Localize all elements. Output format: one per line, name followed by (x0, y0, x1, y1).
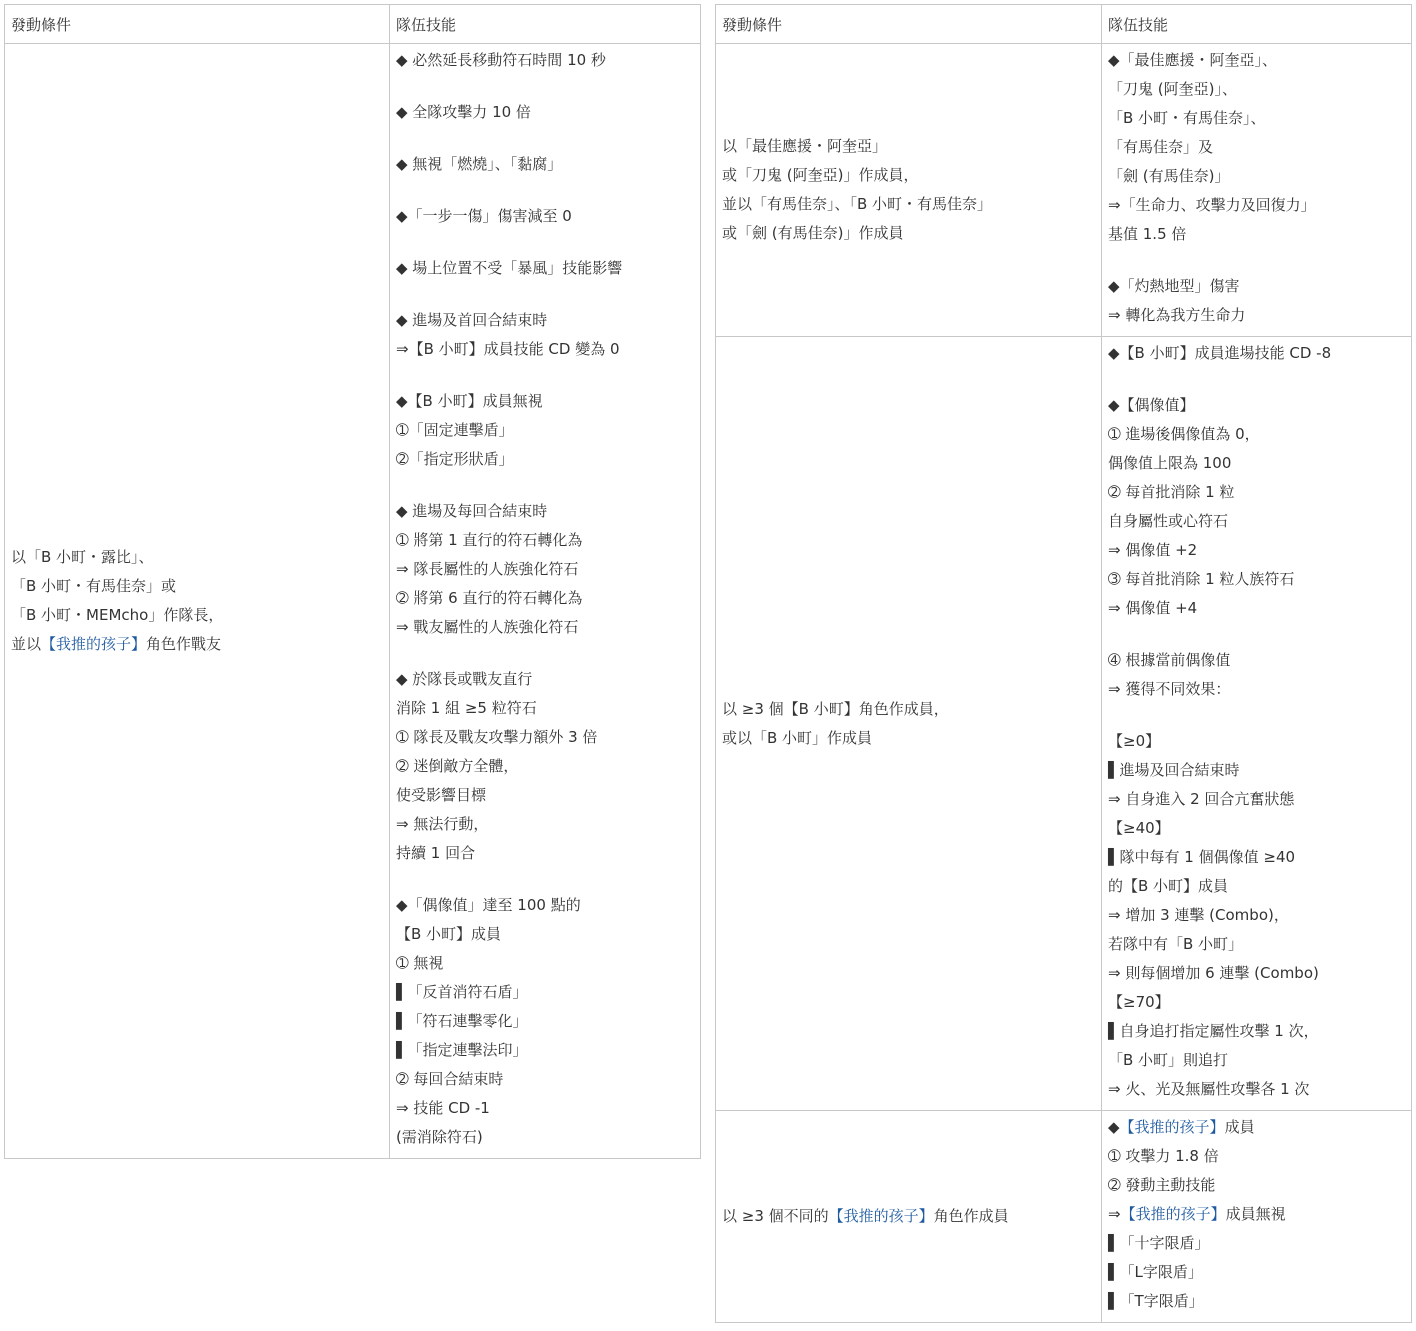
text-segment: 「劍 (有馬佳奈)」 (1108, 167, 1230, 185)
condition-cell (716, 1111, 1102, 1323)
skill-block (396, 46, 694, 75)
text-line (1108, 1142, 1405, 1171)
text-line (722, 190, 1095, 219)
skill-block (396, 150, 694, 179)
text-line (1108, 756, 1405, 785)
text-segment: 角色作成員 (933, 1207, 1009, 1225)
text-segment: 自身屬性或心符石 (1108, 512, 1229, 530)
team-skill-cell (1102, 44, 1412, 337)
text-line (1108, 1258, 1405, 1287)
text-line (1108, 1046, 1405, 1075)
skill-block (396, 387, 694, 474)
text-line (1108, 1287, 1405, 1316)
text-line (722, 219, 1095, 248)
text-line (396, 555, 694, 584)
category-link[interactable]: 【我推的孩子】 (828, 1207, 934, 1225)
text-segment: ⇒ 偶像值 +4 (1108, 599, 1198, 617)
text-segment: ◆ (1108, 1118, 1120, 1136)
text-line (1108, 901, 1405, 930)
text-segment: ➀ 進場後偶像值為 0， (1108, 425, 1260, 443)
text-line (1108, 162, 1405, 191)
text-line (1108, 391, 1405, 420)
text-line (1108, 301, 1405, 330)
text-line (1108, 1171, 1405, 1200)
text-segment: 「刀鬼 (阿奎亞)」、 (1108, 80, 1237, 98)
text-segment: ▌「T字限盾」 (1108, 1292, 1204, 1310)
text-segment: (需消除符石) (396, 1128, 483, 1146)
text-line (1108, 565, 1405, 594)
text-segment: ⇒ 火、光及無屬性攻擊各 1 次 (1108, 1080, 1310, 1098)
text-segment: ⇒ 自身進入 2 回合亢奮狀態 (1108, 790, 1295, 808)
text-segment: 「B 小町・MEMcho」作隊長， (11, 606, 224, 624)
text-line (1108, 727, 1405, 756)
paragraph-gap (396, 231, 694, 254)
paragraph-gap (396, 364, 694, 387)
text-segment: ▌進場及回合結束時 (1108, 761, 1240, 779)
text-segment: ➁「指定形狀盾」 (396, 450, 514, 468)
text-segment: ▌「L字限盾」 (1108, 1263, 1203, 1281)
text-line (1108, 646, 1405, 675)
condition-cell (716, 44, 1102, 337)
condition-cell (5, 44, 390, 1159)
text-line (1108, 46, 1405, 75)
text-segment: 「B 小町」則追打 (1108, 1051, 1229, 1069)
text-segment: 持續 1 回合 (396, 844, 476, 862)
text-segment: 【B 小町】成員 (396, 925, 502, 943)
skill-block (396, 254, 694, 283)
text-line (1108, 872, 1405, 901)
table-row (716, 337, 1412, 1111)
text-segment: 角色作戰友 (146, 635, 222, 653)
text-line (722, 724, 1095, 753)
skill-block (1108, 391, 1405, 623)
text-line (1108, 75, 1405, 104)
text-segment: ⇒ 轉化為我方生命力 (1108, 306, 1246, 324)
text-segment: 消除 1 組 ≥5 粒符石 (396, 699, 537, 717)
text-segment: ◆ 場上位置不受「暴風」技能影響 (396, 259, 623, 277)
text-line (396, 1065, 694, 1094)
text-segment: ◆【B 小町】成員無視 (396, 392, 543, 410)
text-line (396, 306, 694, 335)
text-line (1108, 272, 1405, 301)
text-segment: 並以「有馬佳奈」、「B 小町・有馬佳奈」 (722, 195, 993, 213)
text-line (722, 161, 1095, 190)
text-segment: ➀「固定連擊盾」 (396, 421, 514, 439)
text-segment: ⇒ 無法行動， (396, 815, 489, 833)
text-line (722, 695, 1095, 724)
text-line (396, 1123, 694, 1152)
text-line (11, 601, 383, 630)
text-segment: 使受影響目標 (396, 786, 487, 804)
text-segment: 以 ≥3 個【B 小町】角色作成員， (722, 699, 949, 718)
category-link[interactable]: 【我推的孩子】 (1120, 1205, 1226, 1223)
text-line (396, 694, 694, 723)
header-team-skill: 隊伍技能 (390, 5, 701, 44)
text-line (1108, 191, 1405, 220)
skill-block (1108, 727, 1405, 1104)
table-edge-line (700, 1152, 701, 1158)
text-segment: ▌「反首消符石盾」 (396, 983, 528, 1001)
text-line (396, 98, 694, 127)
text-segment: ▌「指定連擊法印」 (396, 1041, 528, 1059)
text-segment: ➀ 無視 (396, 954, 444, 972)
text-line (396, 1094, 694, 1123)
text-line (396, 723, 694, 752)
text-segment: ◆「一步一傷」傷害減至 0 (396, 207, 572, 225)
header-condition: 發動條件 (716, 5, 1102, 44)
text-segment: 「有馬佳奈」及 (1108, 138, 1214, 156)
text-segment: ◆ 進場及首回合結束時 (396, 311, 548, 329)
paragraph-gap (1108, 368, 1405, 391)
text-line (1108, 536, 1405, 565)
text-segment: ➁ 每回合結束時 (396, 1070, 504, 1088)
text-line (1108, 988, 1405, 1017)
text-segment: ⇒ 戰友屬性的人族強化符石 (396, 618, 579, 636)
text-segment: ▌自身追打指定屬性攻擊 1 次， (1108, 1022, 1319, 1040)
text-segment: 【≥0】 (1108, 732, 1161, 750)
text-line (1108, 1017, 1405, 1046)
text-segment: ◆「灼熱地型」傷害 (1108, 277, 1240, 295)
text-line (396, 1007, 694, 1036)
skill-block (396, 665, 694, 868)
text-segment: 【≥70】 (1108, 993, 1170, 1011)
text-line (396, 445, 694, 474)
text-segment: 或「刀鬼 (阿奎亞)」作成員， (722, 166, 919, 184)
text-line (1108, 843, 1405, 872)
skill-block (1108, 1113, 1405, 1316)
text-segment: 或「劍 (有馬佳奈)」作成員 (722, 224, 904, 242)
text-line (396, 949, 694, 978)
text-line (396, 613, 694, 642)
text-line (1108, 1200, 1405, 1229)
skill-block (396, 98, 694, 127)
text-line (396, 387, 694, 416)
text-segment: ⇒【B 小町】成員技能 CD 變為 0 (396, 340, 620, 358)
paragraph-gap (1108, 623, 1405, 646)
text-line (1108, 785, 1405, 814)
text-segment: ◆ 於隊長或戰友直行 (396, 670, 533, 688)
paragraph-gap (396, 127, 694, 150)
text-line (396, 810, 694, 839)
text-segment: 偶像值上限為 100 (1108, 454, 1232, 472)
text-segment: ➀ 隊長及戰友攻擊力額外 3 倍 (396, 728, 598, 746)
paragraph-gap (396, 179, 694, 202)
text-segment: ▌「符石連擊零化」 (396, 1012, 528, 1030)
table-header-row (716, 5, 1412, 44)
text-segment: ▌「十字限盾」 (1108, 1234, 1210, 1252)
text-segment: ◆ 無視「燃燒」、「黏腐」 (396, 155, 563, 173)
text-segment: ⇒ 則每個增加 6 連擊 (Combo) (1108, 964, 1319, 982)
text-segment: ⇒ 增加 3 連擊 (Combo)， (1108, 906, 1289, 924)
text-line (396, 335, 694, 364)
text-segment: 成員 (1224, 1118, 1255, 1136)
team-skill-cell (390, 44, 701, 1159)
table-header-row (5, 5, 701, 44)
paragraph-gap (396, 283, 694, 306)
text-line (396, 584, 694, 613)
text-line (396, 920, 694, 949)
table-edge-line (4, 1152, 5, 1158)
text-line (1108, 220, 1405, 249)
text-segment: ◆【偶像值】 (1108, 396, 1195, 414)
text-line (1108, 104, 1405, 133)
text-segment: ➀ 將第 1 直行的符石轉化為 (396, 531, 583, 549)
text-segment: ▌隊中每有 1 個偶像值 ≥40 (1108, 848, 1296, 866)
skill-block (1108, 46, 1405, 249)
text-line (1108, 507, 1405, 536)
text-segment: 基值 1.5 倍 (1108, 225, 1187, 243)
text-segment: ⇒ (1108, 1205, 1121, 1223)
text-line (396, 526, 694, 555)
text-segment: ⇒ 獲得不同效果： (1108, 680, 1231, 698)
header-condition: 發動條件 (5, 5, 390, 44)
paragraph-gap (1108, 704, 1405, 727)
table-row (5, 44, 701, 1159)
text-line (396, 1036, 694, 1065)
skill-block (396, 306, 694, 364)
paragraph-gap (396, 642, 694, 665)
text-line (396, 150, 694, 179)
text-segment: ⇒ 隊長屬性的人族強化符石 (396, 560, 579, 578)
text-segment: 「B 小町・有馬佳奈」、 (1108, 109, 1266, 127)
text-segment: ➁ 每首批消除 1 粒 (1108, 483, 1235, 501)
text-line (11, 630, 383, 659)
text-segment: 並以 (11, 635, 42, 653)
text-segment: 以 ≥3 個不同的 (722, 1207, 829, 1225)
text-segment: ➂ 每首批消除 1 粒人族符石 (1108, 570, 1295, 588)
text-line (722, 1202, 1095, 1231)
condition-cell (716, 337, 1102, 1111)
table-edge-line (389, 1152, 390, 1158)
skill-block (396, 497, 694, 642)
skill-block (1108, 339, 1405, 368)
text-line (1108, 449, 1405, 478)
text-segment: ◆ 必然延長移動符石時間 10 秒 (396, 51, 606, 69)
text-segment: 「B 小町・有馬佳奈」或 (11, 577, 177, 595)
text-line (396, 781, 694, 810)
text-segment: ➁ 將第 6 直行的符石轉化為 (396, 589, 583, 607)
text-line (11, 543, 383, 572)
text-segment: ➁ 迷倒敵方全體， (396, 757, 519, 775)
text-segment: ◆ 進場及每回合結束時 (396, 502, 548, 520)
text-line (396, 497, 694, 526)
skill-block (1108, 272, 1405, 330)
category-link[interactable]: 【我推的孩子】 (41, 635, 147, 653)
text-line (396, 978, 694, 1007)
text-line (1108, 814, 1405, 843)
text-line (1108, 675, 1405, 704)
text-segment: ⇒「生命力、攻擊力及回復力」 (1108, 196, 1316, 214)
text-line (396, 202, 694, 231)
skill-block (396, 202, 694, 231)
header-team-skill: 隊伍技能 (1102, 5, 1412, 44)
text-line (1108, 420, 1405, 449)
paragraph-gap (396, 75, 694, 98)
text-line (1108, 959, 1405, 988)
text-line (396, 46, 694, 75)
text-segment: ◆ 全隊攻擊力 10 倍 (396, 103, 531, 121)
text-line (722, 132, 1095, 161)
table-row (716, 44, 1412, 337)
text-line (11, 572, 383, 601)
paragraph-gap (396, 474, 694, 497)
text-line (1108, 930, 1405, 959)
text-line (396, 254, 694, 283)
team-skill-table-left (4, 4, 701, 1159)
text-segment: ◆【B 小町】成員進場技能 CD -8 (1108, 344, 1332, 362)
text-segment: 以「B 小町・露比」、 (11, 548, 154, 566)
text-line (396, 891, 694, 920)
text-line (1108, 1113, 1405, 1142)
text-line (1108, 1229, 1405, 1258)
text-line (396, 752, 694, 781)
team-skill-cell (1102, 1111, 1412, 1323)
text-segment: ⇒ 偶像值 +2 (1108, 541, 1198, 559)
text-segment: ⇒ 技能 CD -1 (396, 1099, 490, 1117)
text-segment: 以「最佳應援・阿奎亞」 (722, 137, 888, 155)
text-segment: 成員無視 (1225, 1205, 1286, 1223)
text-segment: ➀ 攻擊力 1.8 倍 (1108, 1147, 1219, 1165)
text-segment: ◆「偶像值」達至 100 點的 (396, 896, 581, 914)
category-link[interactable]: 【我推的孩子】 (1119, 1118, 1225, 1136)
text-segment: ➃ 根據當前偶像值 (1108, 651, 1231, 669)
text-segment: ◆「最佳應援・阿奎亞」、 (1108, 51, 1278, 69)
paragraph-gap (396, 868, 694, 891)
text-line (1108, 1075, 1405, 1104)
team-skill-table-right (715, 4, 1412, 1323)
text-line (1108, 133, 1405, 162)
text-segment: ➁ 發動主動技能 (1108, 1176, 1216, 1194)
text-segment: 【≥40】 (1108, 819, 1170, 837)
text-segment: 的【B 小町】成員 (1108, 877, 1229, 895)
team-skill-cell (1102, 337, 1412, 1111)
table-row (716, 1111, 1412, 1323)
text-line (1108, 339, 1405, 368)
text-segment: 若隊中有「B 小町」 (1108, 935, 1244, 953)
text-line (1108, 478, 1405, 507)
text-segment: 或以「B 小町」作成員 (722, 728, 873, 747)
text-line (396, 416, 694, 445)
paragraph-gap (1108, 249, 1405, 272)
text-line (396, 839, 694, 868)
text-line (396, 665, 694, 694)
skill-block (396, 891, 694, 1152)
skill-block (1108, 646, 1405, 704)
text-line (1108, 594, 1405, 623)
